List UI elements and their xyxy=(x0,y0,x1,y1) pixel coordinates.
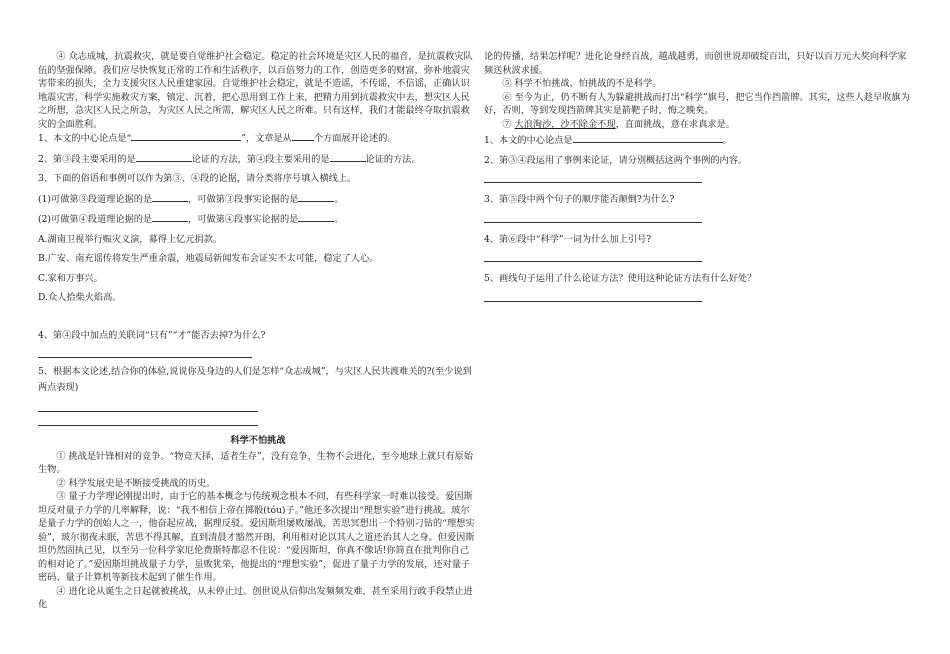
answer-line[interactable] xyxy=(38,410,258,412)
right-question-4: 4、第⑥段中“科学”一词为什么加上引号? xyxy=(484,233,652,245)
question-4: 4、第④段中加点的关联词“只有”“才”能否去掉?为什么? xyxy=(38,329,266,341)
answer-blank[interactable] xyxy=(152,212,188,222)
answer-blank[interactable] xyxy=(298,192,334,202)
essay-paragraph-5: ⑤ 科学不怕挑战，怕挑战的不是科学。 xyxy=(502,78,662,89)
option-c: C.家和万事兴。 xyxy=(38,272,103,284)
question-5: 5、根据本文论述,结合你的体验,说说你及身边的人们是怎样“众志成城”，与灾区人民共渡难关的?(至少说到两点表现) xyxy=(38,366,472,393)
option-d: D.众人拾柴火焰高。 xyxy=(38,292,122,303)
left-column xyxy=(38,50,478,612)
question-2: 2、第③段主要采用的是 论证的方法，第④段主要采用的是 论证的方法。 xyxy=(38,153,421,165)
essay-paragraph-4: ④ 进化论从诞生之日起就被挑战，从未停止过。创世说从信仰出发频频发难，甚至采用行政手段禁止进化 xyxy=(38,585,473,610)
answer-blank[interactable] xyxy=(136,152,192,162)
essay-paragraph-7: ⑦ 大浪淘沙，沙不除金不现，直面挑战，意在求真求是。 xyxy=(502,118,735,130)
essay-paragraph-1: ① 挑战是针锋相对的竞争。“物竞天择，适者生存”，没有竞争，生物不会进化，至今地球上就只有原始生物。 xyxy=(38,450,473,475)
essay-paragraph-3: ③ 量子力学理论刚提出时，由于它的基本概念与传统观念根本不同，有些科学家一时难以接受。爱因斯坦反对量子力学的几率解释，说：“我不相信上帝在掷骰(tóu)子。”他还多次提出“理想实验”进行挑战。玻尔是量子力学的创始人之一，他奋起应战，据理反驳。爱因斯坦屡败屡战，苦思冥想出一个特别刁钻的“理想实验”，玻尔彻夜未眠，苦思不得其解，直到清晨才豁然开朗，利用相对论以其人之道还治其人之身。但爱因斯坦仍然固执己见，以至另一位科学家厄伦费斯特都忍不住说：“爱因斯坦，你真不像话!你简直在批判你自己的相对论了。”爱因斯坦挑战量子力学，虽败犹荣，他提出的“理想实验”，促进了量子力学的发展，还对量子密码、量子计算机等新技术起到了催生作用。 xyxy=(38,491,475,583)
essay-paragraph-4-continued: 论的传播，结果怎样呢？进化论身经百战，越战越勇，而创世说却破绽百出，只好以百万元大奖向科学家频送秋波求援。 xyxy=(484,51,907,76)
answer-blank[interactable] xyxy=(131,131,241,141)
question-3: 3、下面的俗语和事例可以作为第③、④段的论据，请分类将序号填入横线上。 xyxy=(38,173,357,184)
answer-line[interactable] xyxy=(484,300,702,302)
essay-title: 科学不怕挑战 xyxy=(230,435,286,446)
answer-blank[interactable] xyxy=(292,131,314,141)
answer-blank[interactable] xyxy=(330,152,366,162)
essay-paragraph-2: ② 科学发展史是不断接受挑战的历史。 xyxy=(56,477,216,489)
question-3-part-1: (1)可做第③段道理论据的是 ，可做第③段事实论据的是 。 xyxy=(38,193,344,205)
question-3-part-2: (2)可做第④段道理论据的是 ，可做第④段事实论据的是 。 xyxy=(38,214,344,225)
right-question-5: 5、画线句子运用了什么论证方法？使用这种论证方法有什么好处？ xyxy=(484,273,757,284)
right-question-3: 3、第⑤段中两个句子的顺序能否颠倒?为什么? xyxy=(484,194,675,205)
right-question-1: 1、本文的中心论点是 。 xyxy=(484,135,732,146)
answer-line[interactable] xyxy=(38,356,252,358)
underlined-sentence: 大浪淘沙，沙不除金不现 xyxy=(514,118,616,130)
answer-line[interactable] xyxy=(38,424,258,426)
answer-blank[interactable] xyxy=(298,212,334,222)
question-1: 1、本文的中心论点是“ ”，文章是从 个方面展开论述的。 xyxy=(38,133,397,144)
answer-blank[interactable] xyxy=(573,133,723,143)
option-a: A.湖南卫视举行赈灾义演，募得上亿元捐款。 xyxy=(38,233,223,245)
answer-blank[interactable] xyxy=(152,192,188,202)
right-question-2: 2、第③④段运用了事例来论证，请分别概括这两个事例的内容。 xyxy=(484,154,748,166)
answer-line[interactable] xyxy=(484,260,702,262)
passage-paragraph-4: ④ 众志成城，抗震救灾，就是要自觉维护社会稳定。稳定的社会环境是灾区人民的福音，是抗震救灾队伍的坚强保障。我们应尽快恢复正常的工作和生活秩序，以百倍努力的工作，创造更多的财富，弥补地震灾害带来的损失，全力支援灾区人民重建家园。自觉维护社会稳定，就是不造谣，不传谣，不信谣，正确认识地震灾害，科学实施救灾方案，镇定、沉着，把心思用到工作上来，把精力用到抗震救灾中去，想灾区人民之所想，急灾区人民之所急，为灾区人民之所需，解灾区人民之所难。只有这样，我们才能最终夺取抗震救灾的全面胜利。 xyxy=(38,51,473,130)
answer-line[interactable] xyxy=(484,181,702,183)
essay-paragraph-6: ⑥ 至今为止，仍不断有人为躲避挑战而打出“科学”旗号，把它当作挡箭牌。其实，这些人趁早收旗为好，否则，等到发现挡箭牌其实是箭靶子时，悔之晚矣。 xyxy=(484,91,910,116)
right-column xyxy=(484,50,914,302)
option-b: B.广安、南充谣传将发生严重余震，地震局新闻发布会证实不太可能，稳定了人心。 xyxy=(38,253,379,264)
answer-line[interactable] xyxy=(484,221,702,223)
